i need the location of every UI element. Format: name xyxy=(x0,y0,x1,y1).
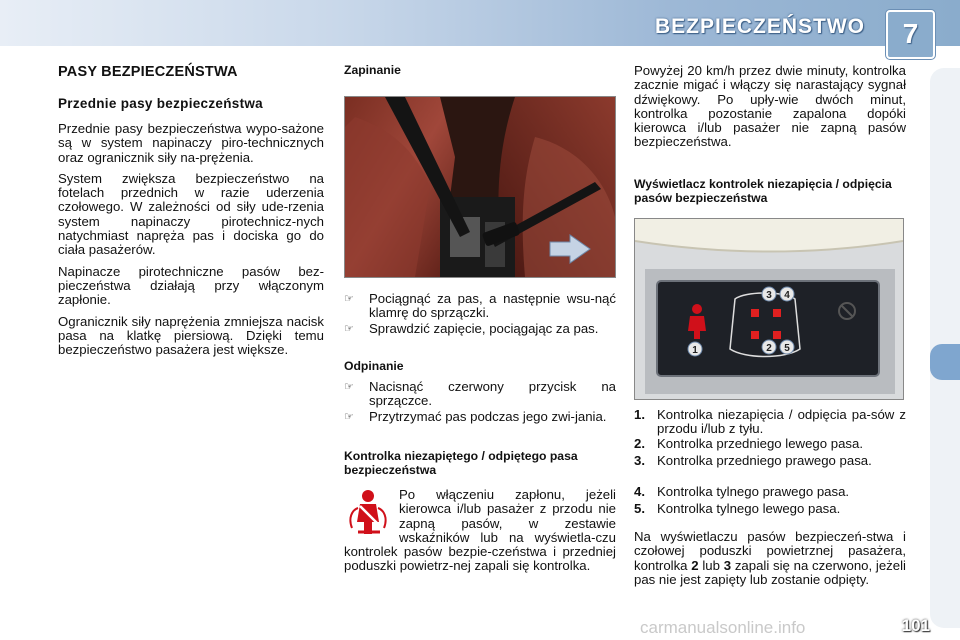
legend-item: 5. Kontrolka tylnego lewego pasa. xyxy=(634,501,841,516)
legend-item: 2. Kontrolka przedniego lewego pasa. xyxy=(634,436,864,451)
paragraph: System zwiększa bezpieczeństwo na fotelach przednich w razie uderzenia czołowego. W zależności od siły ude-rzenia system napinaczy pirotechnicz-nych natychmiast napręża pas i dociska go do ciała pasażerów. xyxy=(58,170,324,258)
paragraph: Ogranicznik siły naprężenia zmniejsza nacisk pasa na klatkę piersiową. Dzięki temu bezpieczeństwo pasażera jest większe. xyxy=(58,313,324,358)
callout-3: 3 xyxy=(766,290,772,301)
right-intro: Powyżej 20 km/h przez dwie minuty, kontrolka zacznie migać i włączy się narastający sygnał dźwiękowy. Po upły-wie dwóch minut, kontrolka pozostanie zapalona dopóki kierowca i/lub pasażer nie zapną pasów bezpieczeństwa. xyxy=(634,63,906,150)
legend-item: 1. Kontrolka niezapięcia / odpięcia pa-sów z przodu i/lub z tyłu. xyxy=(634,407,906,437)
callout-2: 2 xyxy=(766,343,772,354)
left-text xyxy=(58,122,324,364)
warning-text-block xyxy=(344,488,616,574)
page-number: 101 xyxy=(901,616,930,635)
header-band xyxy=(0,0,960,49)
watermark: carmanualsonline.info xyxy=(640,618,806,637)
legend-item: 4. Kontrolka tylnego prawego pasa. xyxy=(634,484,850,499)
paragraph: Przednie pasy bezpieczeństwa wypo-sażone są w system napinaczy piro-technicznych oraz ogranicznik siły na-prężenia. xyxy=(58,121,324,165)
right-outro: Na wyświetlaczu pasów bezpieczeń-stwa i czołowej poduszki powietrznej pasażera, kontrolka 2 lub 3 zapali się na czerwono, jeżeli pas nie jest zapięty lub zostanie odpięty. xyxy=(634,529,906,587)
warning-text: Po włączeniu zapłonu, jeżeli kierowca i/lub pasażer z przodu nie zapną pasów, w zestawie wskaźników lub na wyświetla-czu kontrolek pasów bezpie-czeństwa i przedniej poduszki powietrz-nej zapali się kontrolka. xyxy=(344,487,616,574)
section-title: PASY BEZPIECZEŃSTWA xyxy=(58,64,238,80)
warning-heading: Kontrolka niezapiętego / odpiętego pasa bezpieczeństwa xyxy=(344,449,578,477)
paragraph: Napinacze pirotechniczne pasów bez-pieczeństwa działają przy włączonym zapłonie. xyxy=(58,263,324,308)
pointing-hand-icon: ☞ xyxy=(344,323,354,335)
callout-4: 4 xyxy=(784,290,790,301)
dashboard-display-photo xyxy=(634,218,904,400)
chapter-number: 7 xyxy=(902,18,919,49)
fasten-heading: Zapinanie xyxy=(344,63,401,77)
chapter-title: BEZPIECZEŃSTWO xyxy=(654,15,865,38)
seatbelt-photo xyxy=(344,96,616,278)
unfasten-heading: Odpinanie xyxy=(344,359,404,373)
legend-item: 3. Kontrolka przedniego prawego pasa. xyxy=(634,453,872,468)
callout-5: 5 xyxy=(784,343,790,354)
unfasten-item: ☞ Nacisnąć czerwony przycisk na sprzączce. xyxy=(344,379,616,409)
side-tab-active[interactable] xyxy=(930,344,960,380)
display-heading: Wyświetlacz kontrolek niezapięcia / odpięcia pasów bezpieczeństwa xyxy=(634,177,892,205)
pointing-hand-icon: ☞ xyxy=(344,293,354,305)
pointing-hand-icon: ☞ xyxy=(344,381,354,393)
chapter-badge xyxy=(886,10,935,59)
unfasten-item: ☞ Przytrzymać pas podczas jego zwi-jania. xyxy=(344,409,607,424)
section-subtitle: Przednie pasy bezpieczeństwa xyxy=(58,96,263,111)
fasten-item: ☞ Pociągnąć za pas, a następnie wsu-nąć klamrę do sprzączki. xyxy=(344,291,616,321)
callout-1: 1 xyxy=(692,345,698,356)
fasten-item: ☞ Sprawdzić zapięcie, pociągając za pas. xyxy=(344,321,599,336)
pointing-hand-icon: ☞ xyxy=(344,411,354,423)
